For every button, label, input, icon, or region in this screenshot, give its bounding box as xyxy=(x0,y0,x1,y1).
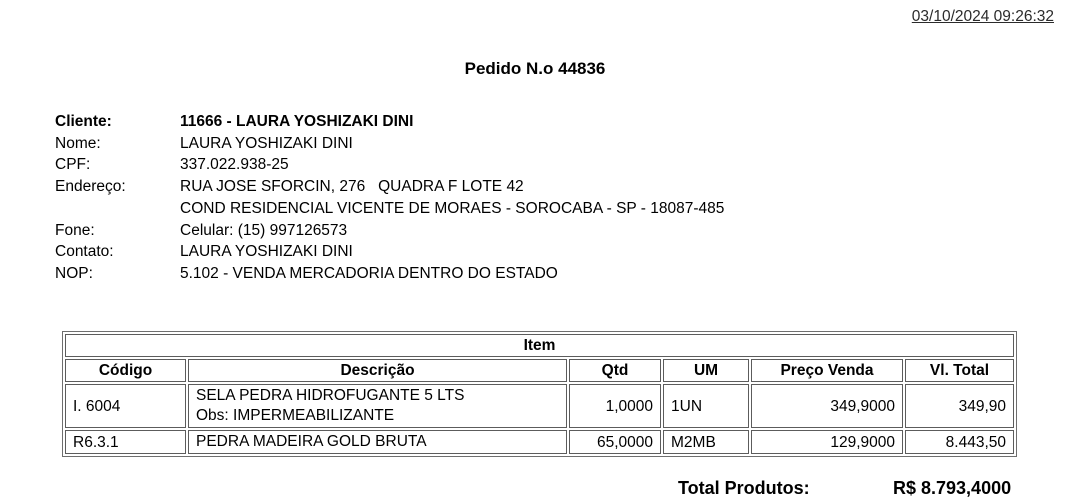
page-title: Pedido N.o 44836 xyxy=(464,59,606,78)
item-qtd-cell: 1,0000 xyxy=(569,384,661,428)
column-header-qtd: Qtd xyxy=(569,359,661,382)
item-descricao-text: SELA PEDRA HIDROFUGANTE 5 LTS xyxy=(196,387,465,404)
item-row xyxy=(65,430,1014,454)
report-timestamp: 03/10/2024 09:26:32 xyxy=(911,8,1054,25)
items-table-header-row xyxy=(65,359,1014,382)
client-info-value: 11666 - LAURA YOSHIZAKI DINI xyxy=(180,113,414,130)
item-qtd-cell: 65,0000 xyxy=(569,430,661,454)
client-info-label: Contato: xyxy=(55,243,114,261)
item-vl-total-cell: 8.443,50 xyxy=(905,430,1014,454)
item-preco-venda-cell: 129,9000 xyxy=(751,430,903,454)
items-table-group-header-row xyxy=(65,334,1014,357)
client-info-row xyxy=(55,220,724,242)
client-info-row xyxy=(55,198,724,220)
client-info-row xyxy=(55,111,724,133)
client-info-label: NOP: xyxy=(55,264,93,282)
client-info-row xyxy=(55,241,724,263)
total-products-value: R$ 8.793,4000 xyxy=(893,478,1012,498)
client-info-value: Celular: (15) 997126573 xyxy=(180,221,348,239)
client-info-label: Fone: xyxy=(55,221,95,239)
client-info-value: RUA JOSE SFORCIN, 276 QUADRA F LOTE 42 xyxy=(180,178,524,196)
client-info-label: Cliente: xyxy=(55,113,112,130)
client-info-value: 337.022.938-25 xyxy=(180,156,289,174)
client-info-row xyxy=(55,263,724,285)
client-info-label xyxy=(55,198,180,220)
item-codigo-cell: I. 6004 xyxy=(65,384,186,428)
client-info-label: Nome: xyxy=(55,134,101,152)
column-header-codigo: Código xyxy=(65,359,186,382)
total-products-label: Total Produtos: xyxy=(678,478,810,498)
client-info-value: LAURA YOSHIZAKI DINI xyxy=(180,243,353,261)
item-codigo-cell: R6.3.1 xyxy=(65,430,186,454)
client-info-label: Endereço: xyxy=(55,178,126,196)
column-header-descricao: Descrição xyxy=(188,359,567,382)
client-info-value: COND RESIDENCIAL VICENTE DE MORAES - SOROCABA - SP - 18087-485 xyxy=(180,199,725,217)
item-row xyxy=(65,384,1014,428)
column-header-um: UM xyxy=(663,359,749,382)
column-header-vl-total: Vl. Total xyxy=(905,359,1014,382)
item-vl-total-cell: 349,90 xyxy=(905,384,1014,428)
item-preco-venda-cell: 349,9000 xyxy=(751,384,903,428)
client-info-row xyxy=(55,154,724,176)
items-table-group-header: Item xyxy=(65,334,1014,357)
client-info-block xyxy=(55,111,724,285)
item-descricao-text: PEDRA MADEIRA GOLD BRUTA xyxy=(196,433,427,450)
item-descricao-cell xyxy=(188,384,567,428)
column-header-preco-venda: Preço Venda xyxy=(751,359,903,382)
client-info-value: 5.102 - VENDA MERCADORIA DENTRO DO ESTADO xyxy=(180,264,558,282)
item-um-cell: 1UN xyxy=(663,384,749,428)
items-table xyxy=(62,331,1017,457)
item-um-cell: M2MB xyxy=(663,430,749,454)
client-info-value: LAURA YOSHIZAKI DINI xyxy=(180,134,353,152)
item-obs-text: Obs: IMPERMEABILIZANTE xyxy=(196,407,395,424)
client-info-label: CPF: xyxy=(55,156,91,174)
client-info-row xyxy=(55,133,724,155)
item-descricao-cell xyxy=(188,430,567,454)
client-info-row xyxy=(55,176,724,198)
